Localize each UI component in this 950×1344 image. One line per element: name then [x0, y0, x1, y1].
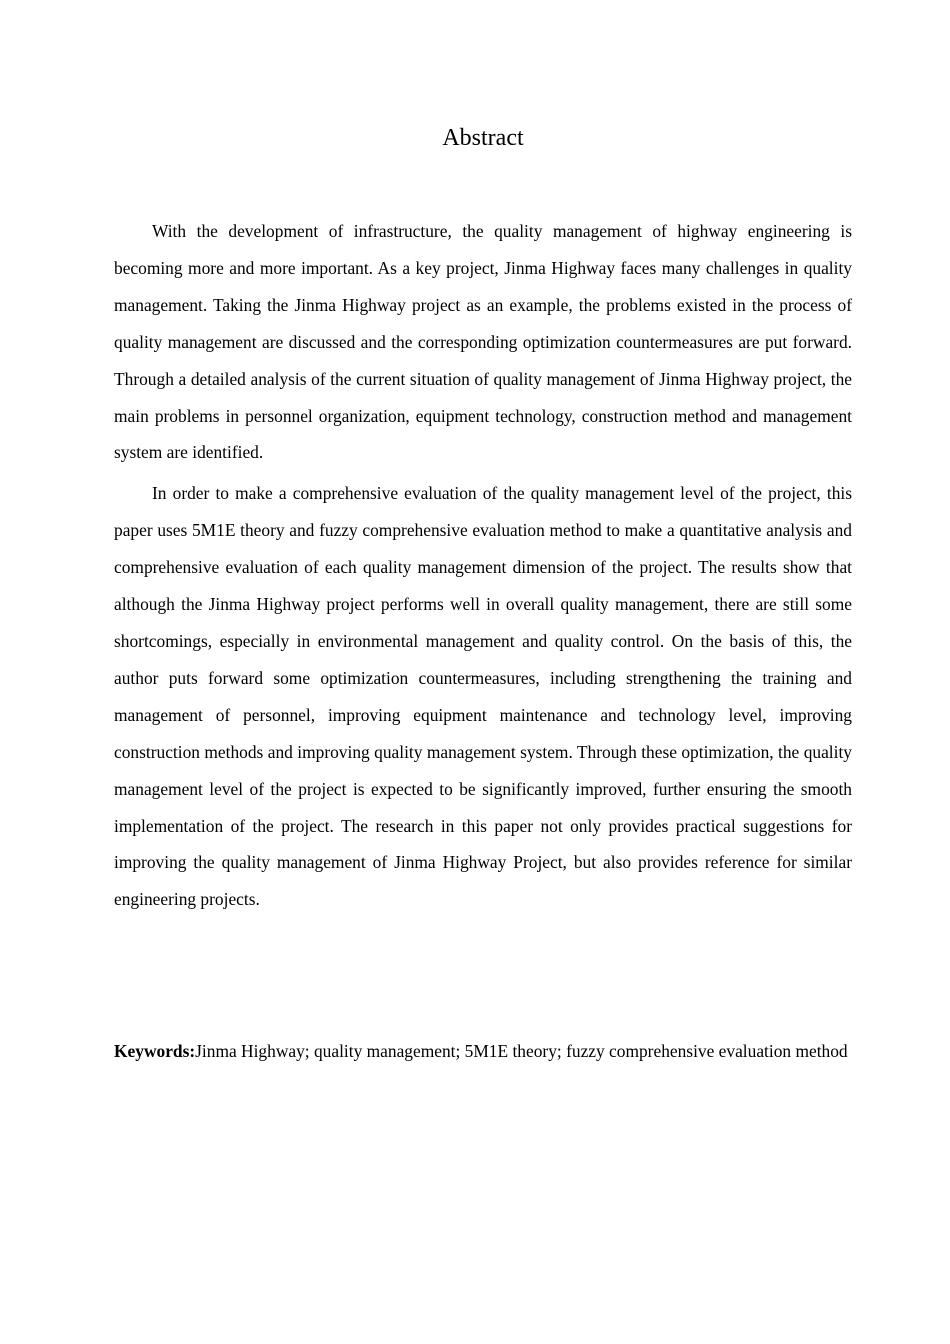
keywords-text: Jinma Highway; quality management; 5M1E theory; fuzzy comprehensive evaluation method — [195, 1041, 848, 1061]
keywords-section — [114, 1033, 850, 1070]
keywords-label: Keywords: — [114, 1041, 196, 1061]
abstract-title: Abstract — [442, 125, 524, 151]
abstract-paragraph-1: With the development of infrastructure, the quality management of highway engineering is becoming more and more important. As a key project, Jinma Highway faces many challenges in quality management. Taking the Jinma Highway project as an example, the problems existed in the process of quality management are discussed and the corresponding optimization countermeasures are put forward. Through a detailed analysis of the current situation of quality management of Jinma Highway project, the main problems in personnel organization, equipment technology, construction method and management system are identified. — [114, 221, 852, 463]
abstract-body — [114, 213, 852, 922]
abstract-paragraph-2: In order to make a comprehensive evaluation of the quality management level of the project, this paper uses 5M1E theory and fuzzy comprehensive evaluation method to make a quantitative analysis and comprehensive evaluation of each quality management dimension of the project. The results show that although the Jinma Highway project performs well in overall quality management, there are still some shortcomings, especially in environmental management and quality control. On the basis of this, the author puts forward some optimization countermeasures, including strengthening the training and management of personnel, improving equipment maintenance and technology level, improving construction methods and improving quality management system. Through these optimization, the quality management level of the project is expected to be significantly improved, further ensuring the smooth implementation of the project. The research in this paper not only provides practical suggestions for improving the quality management of Jinma Highway Project, but also provides reference for similar engineering projects. — [114, 483, 852, 910]
